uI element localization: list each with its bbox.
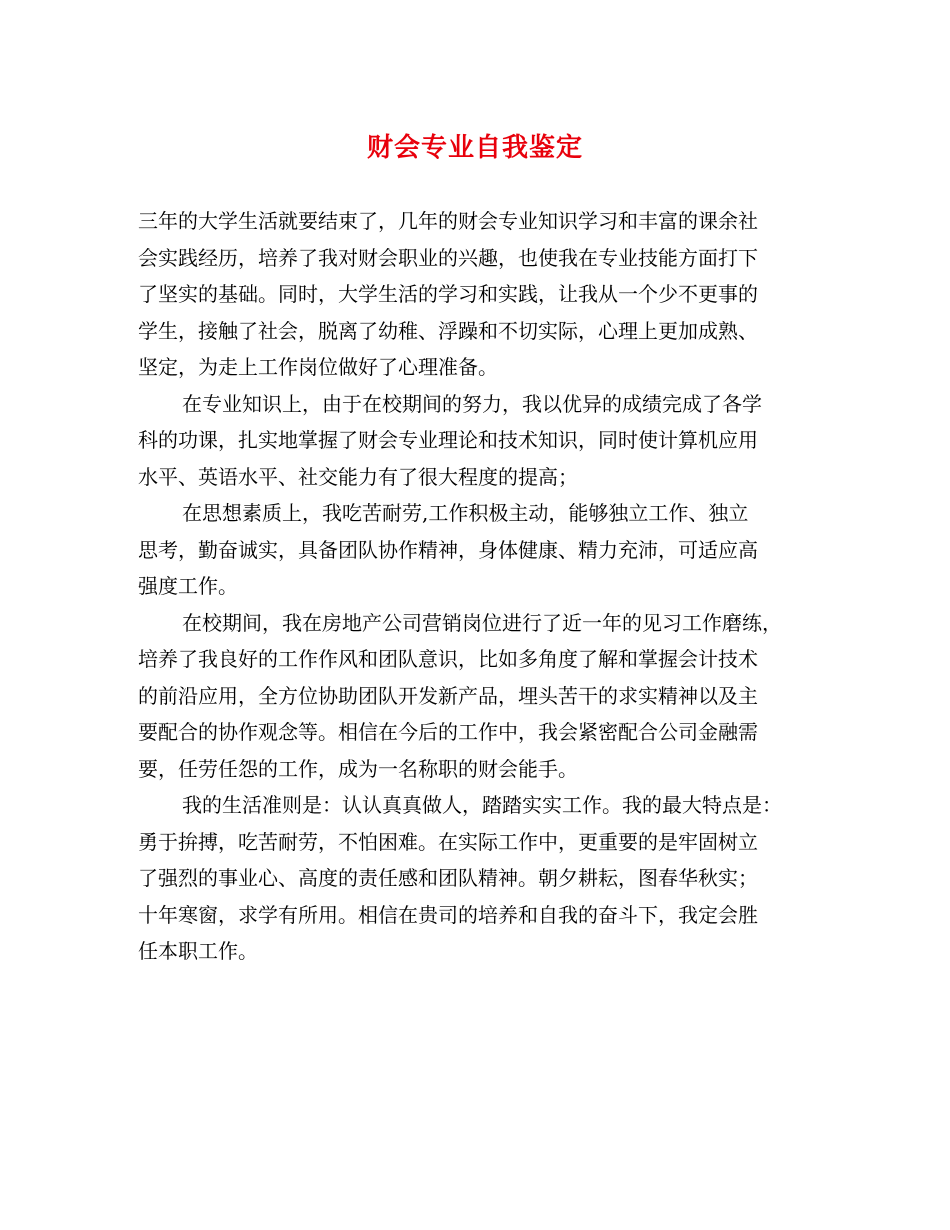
- document-title: 财会专业自我鉴定: [366, 133, 583, 163]
- paragraph-line: 要，任劳任怨的工作，成为一名称职的财会能手。: [138, 756, 578, 781]
- paragraph-5: [138, 787, 816, 970]
- paragraph-line: 勇于拚搏，吃苦耐劳，不怕困难。在实际工作中，更重要的是牢固树立: [138, 829, 758, 854]
- paragraph-line: 科的功课，扎实地掌握了财会专业理论和技术知识，同时使计算机应用: [138, 428, 758, 452]
- paragraph-line: 强度工作。: [138, 574, 238, 598]
- paragraph-line: 坚定，为走上工作岗位做好了心理准备。: [138, 355, 498, 379]
- paragraph-line: 学生，接触了社会，脱离了幼稚、浮躁和不切实际，心理上更加成熟、: [138, 318, 758, 343]
- paragraph-line: 十年寒窗，求学有所用。相信在贵司的培养和自我的奋斗下，我定会胜: [138, 902, 758, 927]
- paragraph-line: 在专业知识上，由于在校期间的努力，我以优异的成绩完成了各学: [182, 391, 762, 416]
- paragraph-line: 我的生活准则是：认认真真做人，踏踏实实工作。我的最大特点是：: [182, 793, 782, 817]
- paragraph-2: [138, 386, 816, 496]
- paragraph-line: 的前沿应用，全方位协助团队开发新产品，埋头苦干的求实精神以及主: [138, 683, 758, 708]
- paragraph-line: 思考，勤奋诚实，具备团队协作精神，身体健康、精力充沛，可适应高: [138, 537, 758, 562]
- paragraph-line: 水平、英语水平、社交能力有了很大程度的提高；: [138, 464, 578, 489]
- paragraph-line: 在校期间，我在房地产公司营销岗位进行了近一年的见习工作磨练，: [182, 610, 782, 635]
- document-body: [138, 203, 816, 970]
- paragraph-1: [138, 203, 816, 386]
- paragraph-line: 要配合的协作观念等。相信在今后的工作中，我会紧密配合公司金融需: [138, 720, 758, 744]
- paragraph-line: 会实践经历，培养了我对财会职业的兴趣，也使我在专业技能方面打下: [138, 245, 758, 270]
- paragraph-3: [138, 495, 816, 605]
- paragraph-line: 了坚实的基础。同时，大学生活的学习和实践，让我从一个少不更事的: [138, 282, 758, 306]
- paragraph-4: [138, 605, 816, 788]
- paragraph-line: 三年的大学生活就要结束了，几年的财会专业知识学习和丰富的课余社: [138, 209, 758, 233]
- paragraph-line: 任本职工作。: [138, 939, 258, 963]
- paragraph-line: 在思想素质上，我吃苦耐劳,工作积极主动，能够独立工作、独立: [182, 501, 749, 525]
- paragraph-line: 了强烈的事业心、高度的责任感和团队精神。朝夕耕耘，图春华秋实；: [138, 866, 758, 890]
- paragraph-line: 培养了我良好的工作作风和团队意识，比如多角度了解和掌握会计技术: [138, 647, 758, 671]
